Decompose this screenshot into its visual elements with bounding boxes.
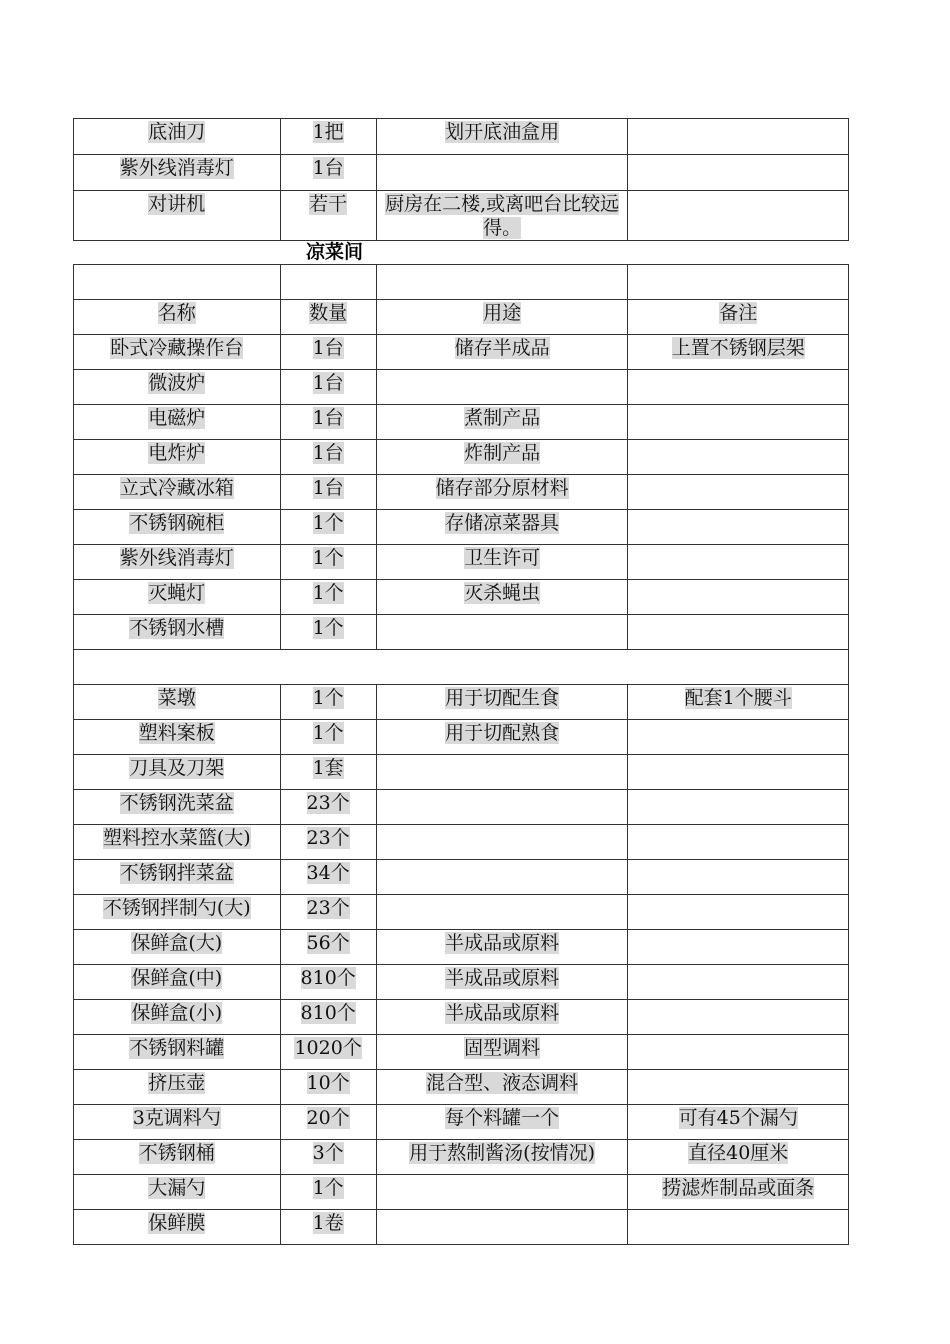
table-row xyxy=(74,545,849,580)
cell-qty: 20个 xyxy=(280,1105,376,1140)
table-row xyxy=(74,720,849,755)
cell-name: 灭蝇灯 xyxy=(74,580,281,615)
cell-note xyxy=(628,191,849,241)
cell-note xyxy=(628,790,849,825)
cell-use: 每个料罐一个 xyxy=(376,1105,628,1140)
cell-qty: 1个 xyxy=(280,580,376,615)
cell-name: 保鲜盒(小) xyxy=(74,1000,281,1035)
header-qty: 数量 xyxy=(280,300,376,335)
cell-name: 对讲机 xyxy=(74,191,281,241)
table-row xyxy=(74,860,849,895)
cell-name: 底油刀 xyxy=(74,119,281,155)
cell-use: 储存部分原材料 xyxy=(376,475,628,510)
header-row xyxy=(74,300,849,335)
table-row xyxy=(74,895,849,930)
equipment-table-continued xyxy=(73,118,849,241)
cell-note xyxy=(628,825,849,860)
cell-note xyxy=(628,1000,849,1035)
table-row xyxy=(74,510,849,545)
cell-qty: 1台 xyxy=(280,440,376,475)
cell-use xyxy=(376,1175,628,1210)
cell-qty: 1台 xyxy=(280,475,376,510)
cell-qty: 810个 xyxy=(280,1000,376,1035)
table-row xyxy=(74,440,849,475)
cell-use: 用于切配熟食 xyxy=(376,720,628,755)
cell-name: 卧式冷藏操作台 xyxy=(74,335,281,370)
cell-note: 上置不锈钢层架 xyxy=(628,335,849,370)
cell-name: 不锈钢料罐 xyxy=(74,1035,281,1070)
cell-note xyxy=(628,370,849,405)
cell-name: 微波炉 xyxy=(74,370,281,405)
blank-row xyxy=(74,265,849,300)
table-row xyxy=(74,930,849,965)
header-note: 备注 xyxy=(628,300,849,335)
cell-use xyxy=(376,755,628,790)
cell-name: 保鲜膜 xyxy=(74,1210,281,1245)
cell-use xyxy=(376,825,628,860)
cell-name: 紫外线消毒灯 xyxy=(74,155,281,191)
cell-qty: 34个 xyxy=(280,860,376,895)
cell-note xyxy=(628,1210,849,1245)
cell-note: 捞滤炸制品或面条 xyxy=(628,1175,849,1210)
cell-qty: 810个 xyxy=(280,965,376,1000)
cell-note xyxy=(628,119,849,155)
cell-name: 大漏勺 xyxy=(74,1175,281,1210)
cell-qty: 1个 xyxy=(280,685,376,720)
cell-qty: 1个 xyxy=(280,1175,376,1210)
cell-note xyxy=(628,755,849,790)
cell-note xyxy=(628,580,849,615)
cell-qty: 1个 xyxy=(280,510,376,545)
cell-qty: 1个 xyxy=(280,545,376,580)
cell-qty: 56个 xyxy=(280,930,376,965)
cell-name: 紫外线消毒灯 xyxy=(74,545,281,580)
cell-qty: 1卷 xyxy=(280,1210,376,1245)
spacer-row xyxy=(74,650,849,685)
table-row xyxy=(74,475,849,510)
table-row xyxy=(74,1140,849,1175)
cell-use: 混合型、液态调料 xyxy=(376,1070,628,1105)
cell-qty: 1台 xyxy=(280,335,376,370)
cell-note xyxy=(628,510,849,545)
cell-note xyxy=(628,545,849,580)
cell-use xyxy=(376,790,628,825)
cell-note xyxy=(628,440,849,475)
cell-name: 菜墩 xyxy=(74,685,281,720)
table-row xyxy=(74,615,849,650)
cell-qty: 1台 xyxy=(280,155,376,191)
cell-note xyxy=(628,155,849,191)
cell-qty: 10个 xyxy=(280,1070,376,1105)
table-row xyxy=(74,119,849,155)
cell-use: 存储凉菜器具 xyxy=(376,510,628,545)
cell-use: 用于熬制酱汤(按情况) xyxy=(376,1140,628,1175)
cell-name: 立式冷藏冰箱 xyxy=(74,475,281,510)
cell-use: 半成品或原料 xyxy=(376,1000,628,1035)
cell-note xyxy=(628,720,849,755)
cell-name: 保鲜盒(中) xyxy=(74,965,281,1000)
cell-use: 固型调料 xyxy=(376,1035,628,1070)
cell-name: 不锈钢洗菜盆 xyxy=(74,790,281,825)
cell-note: 可有45个漏勺 xyxy=(628,1105,849,1140)
cell-use xyxy=(376,155,628,191)
table-row xyxy=(74,580,849,615)
cell-use: 划开底油盒用 xyxy=(376,119,628,155)
cold-dish-room-equipment-table xyxy=(73,264,849,1245)
cell-qty: 1套 xyxy=(280,755,376,790)
cell-note xyxy=(628,895,849,930)
cell-name: 不锈钢碗柜 xyxy=(74,510,281,545)
table-row xyxy=(74,685,849,720)
cell-name: 不锈钢拌制勺(大) xyxy=(74,895,281,930)
cell-note xyxy=(628,475,849,510)
cell-use xyxy=(376,370,628,405)
table-row xyxy=(74,1105,849,1140)
cell-note xyxy=(628,860,849,895)
cell-qty: 1个 xyxy=(280,615,376,650)
cell-use: 用于切配生食 xyxy=(376,685,628,720)
cell-name: 不锈钢桶 xyxy=(74,1140,281,1175)
cell-qty: 1台 xyxy=(280,405,376,440)
cell-use xyxy=(376,895,628,930)
cell-note xyxy=(628,1070,849,1105)
cell-note: 配套1个腰斗 xyxy=(628,685,849,720)
cell-qty: 23个 xyxy=(280,825,376,860)
cell-note xyxy=(628,965,849,1000)
cell-name: 刀具及刀架 xyxy=(74,755,281,790)
cell-use xyxy=(376,860,628,895)
cell-use: 储存半成品 xyxy=(376,335,628,370)
cell-name: 电磁炉 xyxy=(74,405,281,440)
header-use: 用途 xyxy=(376,300,628,335)
table-row xyxy=(74,1070,849,1105)
cell-use: 灭杀蝇虫 xyxy=(376,580,628,615)
table-row xyxy=(74,1035,849,1070)
cell-name: 3克调料勺 xyxy=(74,1105,281,1140)
cell-name: 塑料案板 xyxy=(74,720,281,755)
cell-use: 炸制产品 xyxy=(376,440,628,475)
table-row xyxy=(74,405,849,440)
table-row xyxy=(74,1210,849,1245)
cell-qty: 23个 xyxy=(280,895,376,930)
cell-qty: 1台 xyxy=(280,370,376,405)
header-name: 名称 xyxy=(74,300,281,335)
table-row xyxy=(74,1175,849,1210)
cell-use: 半成品或原料 xyxy=(376,965,628,1000)
cell-note xyxy=(628,615,849,650)
cell-qty: 若干 xyxy=(280,191,376,241)
table-row xyxy=(74,191,849,241)
cell-name: 不锈钢拌菜盆 xyxy=(74,860,281,895)
cell-note: 直径40厘米 xyxy=(628,1140,849,1175)
table-row xyxy=(74,1000,849,1035)
cell-use: 半成品或原料 xyxy=(376,930,628,965)
cell-name: 塑料控水菜篮(大) xyxy=(74,825,281,860)
cell-name: 挤压壶 xyxy=(74,1070,281,1105)
cell-qty: 1020个 xyxy=(280,1035,376,1070)
section-title: 凉菜间 xyxy=(306,241,364,263)
cell-note xyxy=(628,1035,849,1070)
cell-qty: 1个 xyxy=(280,720,376,755)
cell-use xyxy=(376,1210,628,1245)
table-row xyxy=(74,155,849,191)
cell-use: 卫生许可 xyxy=(376,545,628,580)
cell-qty: 3个 xyxy=(280,1140,376,1175)
cell-note xyxy=(628,930,849,965)
table-row xyxy=(74,965,849,1000)
cell-note xyxy=(628,405,849,440)
cell-name: 保鲜盒(大) xyxy=(74,930,281,965)
cell-qty: 1把 xyxy=(280,119,376,155)
table-row xyxy=(74,825,849,860)
cell-use xyxy=(376,615,628,650)
table-row xyxy=(74,755,849,790)
cell-qty: 23个 xyxy=(280,790,376,825)
table-row xyxy=(74,790,849,825)
cell-use: 煮制产品 xyxy=(376,405,628,440)
cell-name: 电炸炉 xyxy=(74,440,281,475)
cell-use: 厨房在二楼,或离吧台比较远得。 xyxy=(376,191,628,241)
table-row xyxy=(74,335,849,370)
cell-name: 不锈钢水槽 xyxy=(74,615,281,650)
table-row xyxy=(74,370,849,405)
